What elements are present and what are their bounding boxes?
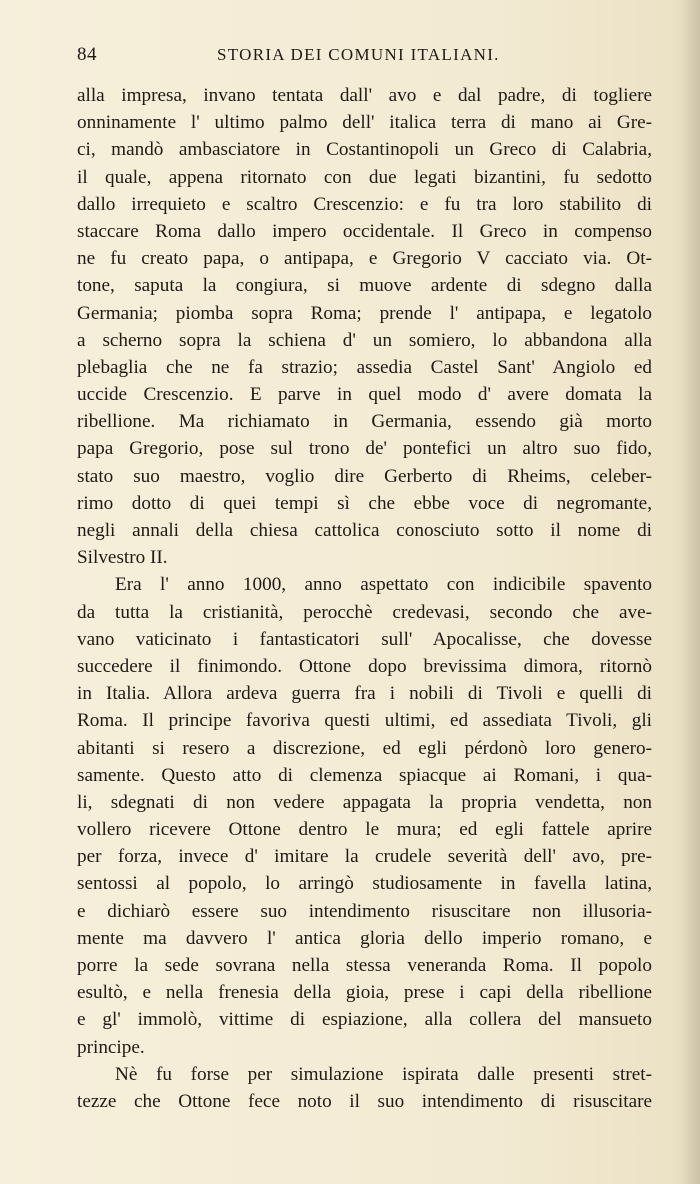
text-line: in Italia. Allora ardeva guerra fra i nobili di Tivoli e quelli di [77,683,652,705]
text-line: papa Gregorio, pose sul trono de' pontefici un altro suo fido, [77,438,652,460]
text-line: tone, saputa la congiura, si muove ardente di sdegno dalla [77,275,652,297]
text-line: per forza, invece d' imitare la crudele severità dell' avo, pre- [77,846,652,868]
page-number: 84 [77,44,97,65]
text-line: stato suo maestro, voglio dire Gerberto di Rheims, celeber- [77,465,652,487]
text-line: Roma. Il principe favoriva questi ultimi, ed assediata Tivoli, gli [77,710,652,732]
text-line: ne fu creato papa, o antipapa, e Gregorio V cacciato via. Ot- [77,248,652,270]
text-line: porre la sede sovrana nella stessa veneranda Roma. Il popolo [77,955,652,976]
text-line: a scherno sopra la schiena d' un somiero, lo abbandona alla [77,329,652,351]
text-line: principe. [77,1036,145,1058]
text-line: rimo dotto di quei tempi sì che ebbe voce di negromante, [77,492,652,514]
text-line: succedere il finimondo. Ottone dopo brevissima dimora, ritornò [77,655,652,677]
paragraph [77,1061,652,1115]
page-edge-shadow [682,0,700,1184]
text-line: e gl' immolò, vittime di espiazione, alla collera del mansueto [77,1009,652,1031]
paragraph [77,82,652,571]
text-line: ribellione. Ma richiamato in Germania, essendo già morto [77,411,652,433]
text-line: abitanti si resero a discrezione, ed egli pérdonò loro genero- [77,737,652,759]
text-line: Nè fu forse per simulazione ispirata dalle presenti stret- [115,1063,652,1085]
paragraph [77,571,652,1060]
text-line: samente. Questo atto di clemenza spiacque ai Romani, i qua- [77,764,652,786]
text-line: il quale, appena ritornato con due legati bizantini, fu sedotto [77,166,652,188]
text-line: vano vaticinato i fantasticatori sull' Apocalisse, che dovesse [77,628,652,650]
body-text [77,82,652,1115]
text-line: onninamente l' ultimo palmo dell' italica terra di mano ai Gre- [77,112,652,134]
text-line: Silvestro II. [77,547,168,569]
text-line: negli annali della chiesa cattolica conosciuto sotto il nome di [77,520,652,541]
text-line: plebaglia che ne fa strazio; assedia Castel Sant' Angiolo ed [77,356,652,378]
text-line: e dichiarò essere suo intendimento risuscitare non illusoria- [77,900,652,922]
text-line: mente ma davvero l' antica gloria dello imperio romano, e [77,927,652,949]
text-line: tezze che Ottone fece noto il suo intendimento di risuscitare [77,1090,652,1112]
page-header [77,44,652,68]
text-line: da tutta la cristianità, perocchè credevasi, secondo che ave- [77,601,652,623]
text-line: esultò, e nella frenesia della gioia, prese i capi della ribellione [77,982,652,1004]
text-line: dallo irrequieto e scaltro Crescenzio: e fu tra loro stabilito di [77,193,652,215]
text-line: Era l' anno 1000, anno aspettato con indicibile spavento [115,574,652,596]
running-title: STORIA DEI COMUNI ITALIANI. [217,45,500,64]
text-line: uccide Crescenzio. E parve in quel modo d' avere domata la [77,384,652,406]
text-line: vollero ricevere Ottone dentro le mura; ed egli fattele aprire [77,819,652,841]
text-line: li, sdegnati di non vedere appagata la propria vendetta, non [77,791,652,813]
text-line: staccare Roma dallo impero occidentale. Il Greco in compenso [77,220,652,242]
text-line: alla impresa, invano tentata dall' avo e dal padre, di togliere [77,85,652,106]
text-line: sentossi al popolo, lo arringò studiosamente in favella latina, [77,873,652,895]
text-line: Germania; piomba sopra Roma; prende l' antipapa, e legatolo [77,302,652,324]
text-line: ci, mandò ambasciatore in Costantinopoli un Greco di Calabria, [77,139,652,161]
